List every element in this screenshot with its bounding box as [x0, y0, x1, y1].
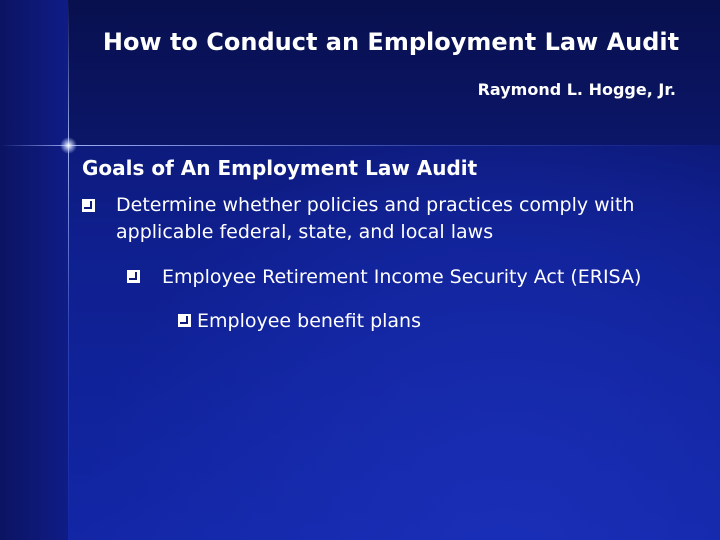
section-heading: Goals of An Employment Law Audit — [82, 156, 478, 180]
checkbox-bullet-icon — [127, 270, 140, 283]
vertical-accent-line — [68, 0, 69, 540]
author-name: Raymond L. Hogge, Jr. — [477, 80, 676, 99]
horizontal-accent-line — [0, 145, 720, 146]
bullet-level-2: Employee Retirement Income Security Act (ERISA) — [162, 266, 642, 288]
bullet-level-3: Employee benefit plans — [197, 310, 422, 332]
sparkle-icon — [60, 137, 77, 154]
left-band — [0, 0, 68, 540]
slide-title: How to Conduct an Employment Law Audit — [102, 28, 680, 56]
checkbox-bullet-icon — [82, 199, 95, 212]
bullet-level-1: Determine whether policies and practices comply with applicable federal, state, and local laws — [116, 194, 635, 243]
checkbox-bullet-icon — [178, 314, 191, 327]
title-band — [0, 0, 720, 145]
